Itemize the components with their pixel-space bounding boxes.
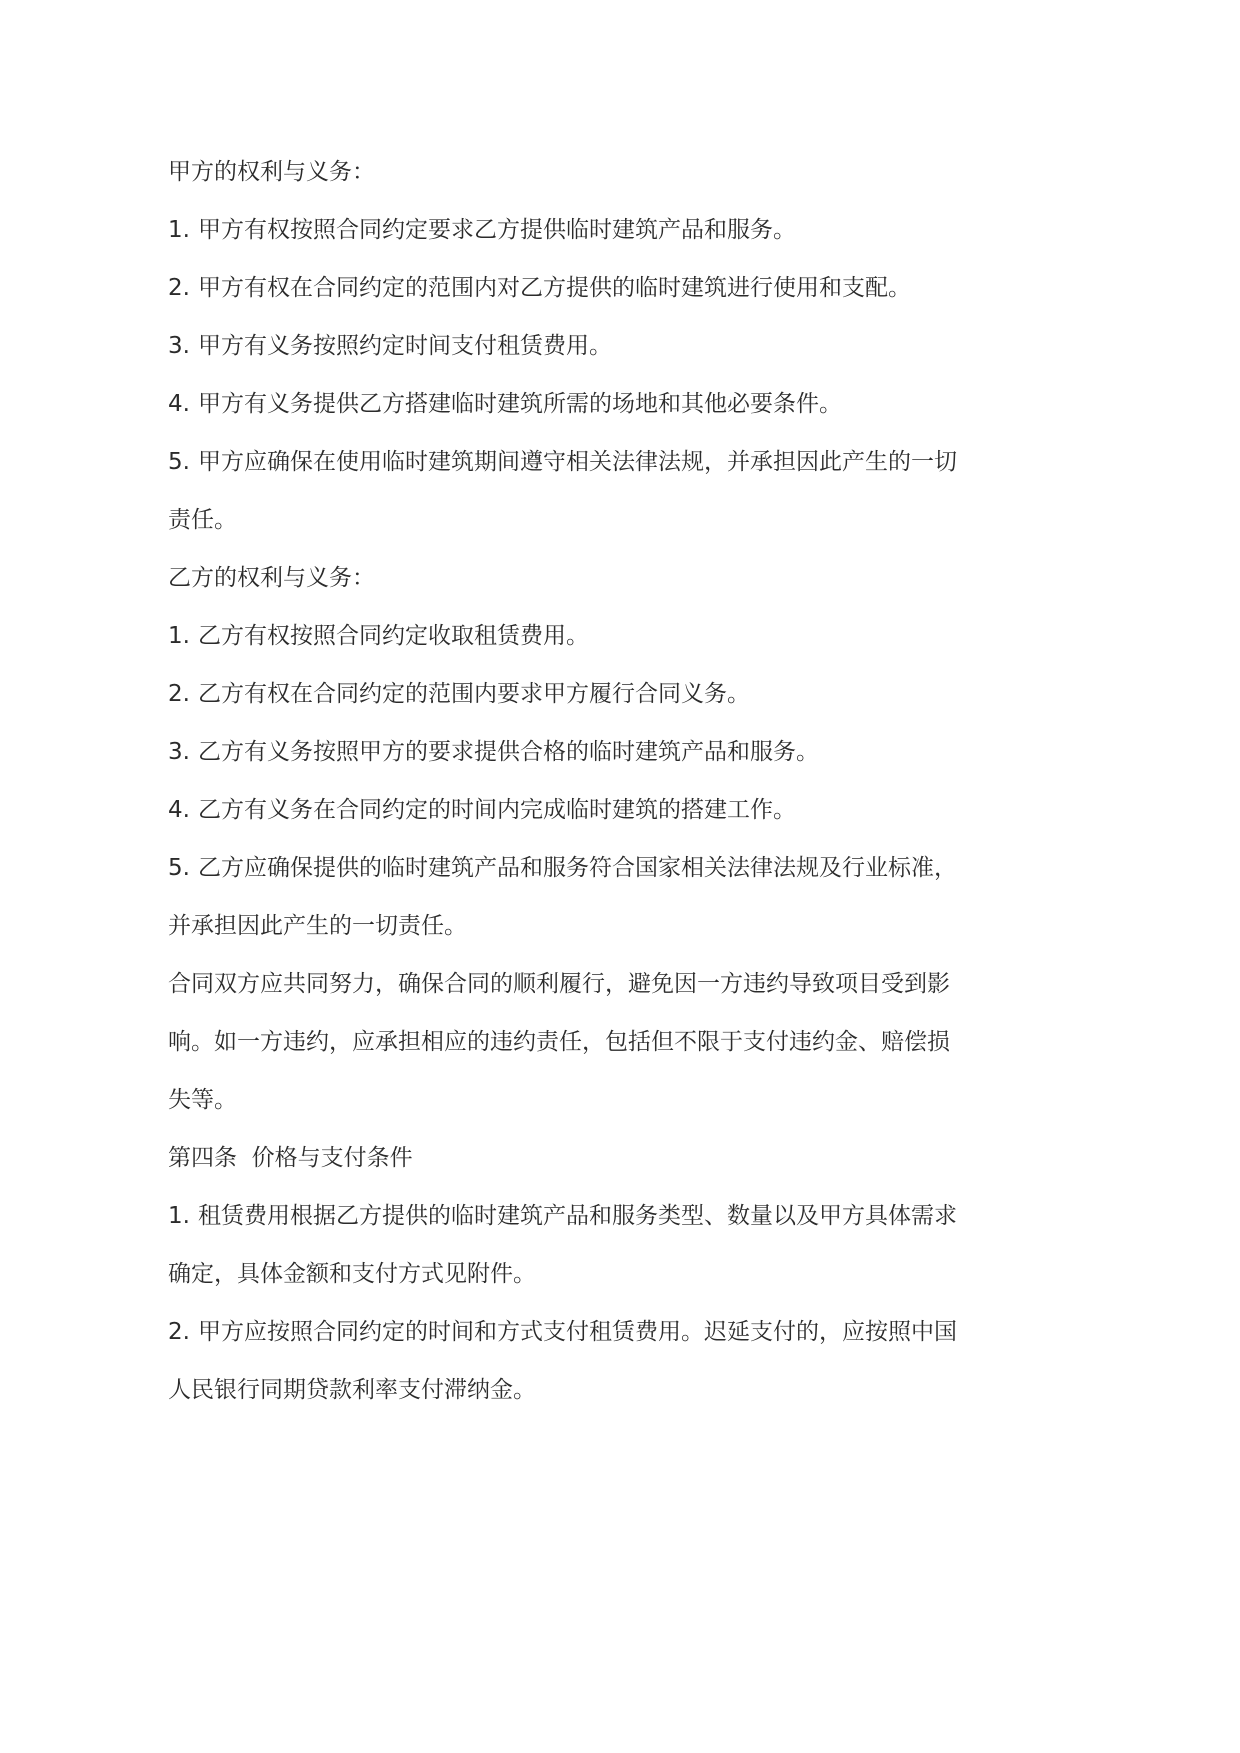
list-item [168,781,938,839]
item-number: 3. [168,333,190,359]
continuation-line [168,1013,950,1071]
continuation-line [168,897,938,955]
list-item [168,317,938,375]
item-number: 2. [168,1319,190,1345]
document-page [168,143,957,1419]
item-number: 1. [168,217,190,243]
line-text: 失等。 [168,1087,237,1113]
item-text: 乙方有权在合同约定的范围内要求甲方履行合同义务。 [197,681,750,707]
list-item [168,375,938,433]
item-text: 乙方有义务按照甲方的要求提供合格的临时建筑产品和服务。 [197,739,819,765]
list-item [168,1303,957,1361]
list-item [168,839,957,897]
item-text: 甲方有权按照合同约定要求乙方提供临时建筑产品和服务。 [197,217,796,243]
item-number: 5. [168,855,190,881]
continuation-line [168,491,938,549]
item-text: 乙方有义务在合同约定的时间内完成临时建筑的搭建工作。 [197,797,796,823]
line-text: 责任。 [168,507,237,533]
item-number: 2. [168,275,190,301]
line-text: 合同双方应共同努力，确保合同的顺利履行，避免因一方违约导致项目受到影 [168,971,950,997]
heading-text: 甲方的权利与义务： [168,159,375,185]
item-number: 3. [168,739,190,765]
item-number: 1. [168,623,190,649]
item-number: 2. [168,681,190,707]
item-text: 甲方有义务按照约定时间支付租赁费用。 [197,333,612,359]
list-item [168,607,938,665]
continuation-line [168,1361,938,1419]
section-heading-party-a [168,143,938,201]
section-heading-party-b [168,549,938,607]
item-number: 5. [168,449,190,475]
heading-text: 乙方的权利与义务： [168,565,375,591]
continuation-line [168,1071,938,1129]
item-text: 甲方有义务提供乙方搭建临时建筑所需的场地和其他必要条件。 [197,391,842,417]
item-text: 甲方应按照合同约定的时间和方式支付租赁费用。迟延支付的，应按照中国 [197,1319,957,1345]
item-text: 甲方有权在合同约定的范围内对乙方提供的临时建筑进行使用和支配。 [197,275,911,301]
list-item [168,259,938,317]
continuation-line [168,1245,938,1303]
line-text: 并承担因此产生的一切责任。 [168,913,467,939]
item-number: 4. [168,797,190,823]
item-number: 4. [168,391,190,417]
line-text: 人民银行同期贷款利率支付滞纳金。 [168,1377,536,1403]
line-text: 响。如一方违约，应承担相应的违约责任，包括但不限于支付违约金、赔偿损 [168,1029,950,1055]
list-item [168,723,938,781]
item-text: 租赁费用根据乙方提供的临时建筑产品和服务类型、数量以及甲方具体需求 [197,1203,957,1229]
list-item [168,665,938,723]
list-item [168,433,957,491]
paragraph-line [168,955,950,1013]
section-heading-article-4 [168,1129,938,1187]
item-text: 乙方应确保提供的临时建筑产品和服务符合国家相关法律法规及行业标准， [197,855,957,881]
list-item [168,1187,957,1245]
item-text: 甲方应确保在使用临时建筑期间遵守相关法律法规，并承担因此产生的一切 [197,449,957,475]
item-number: 1. [168,1203,190,1229]
heading-text: 第四条 价格与支付条件 [168,1145,413,1171]
list-item [168,201,938,259]
item-text: 乙方有权按照合同约定收取租赁费用。 [197,623,589,649]
line-text: 确定，具体金额和支付方式见附件。 [168,1261,536,1287]
